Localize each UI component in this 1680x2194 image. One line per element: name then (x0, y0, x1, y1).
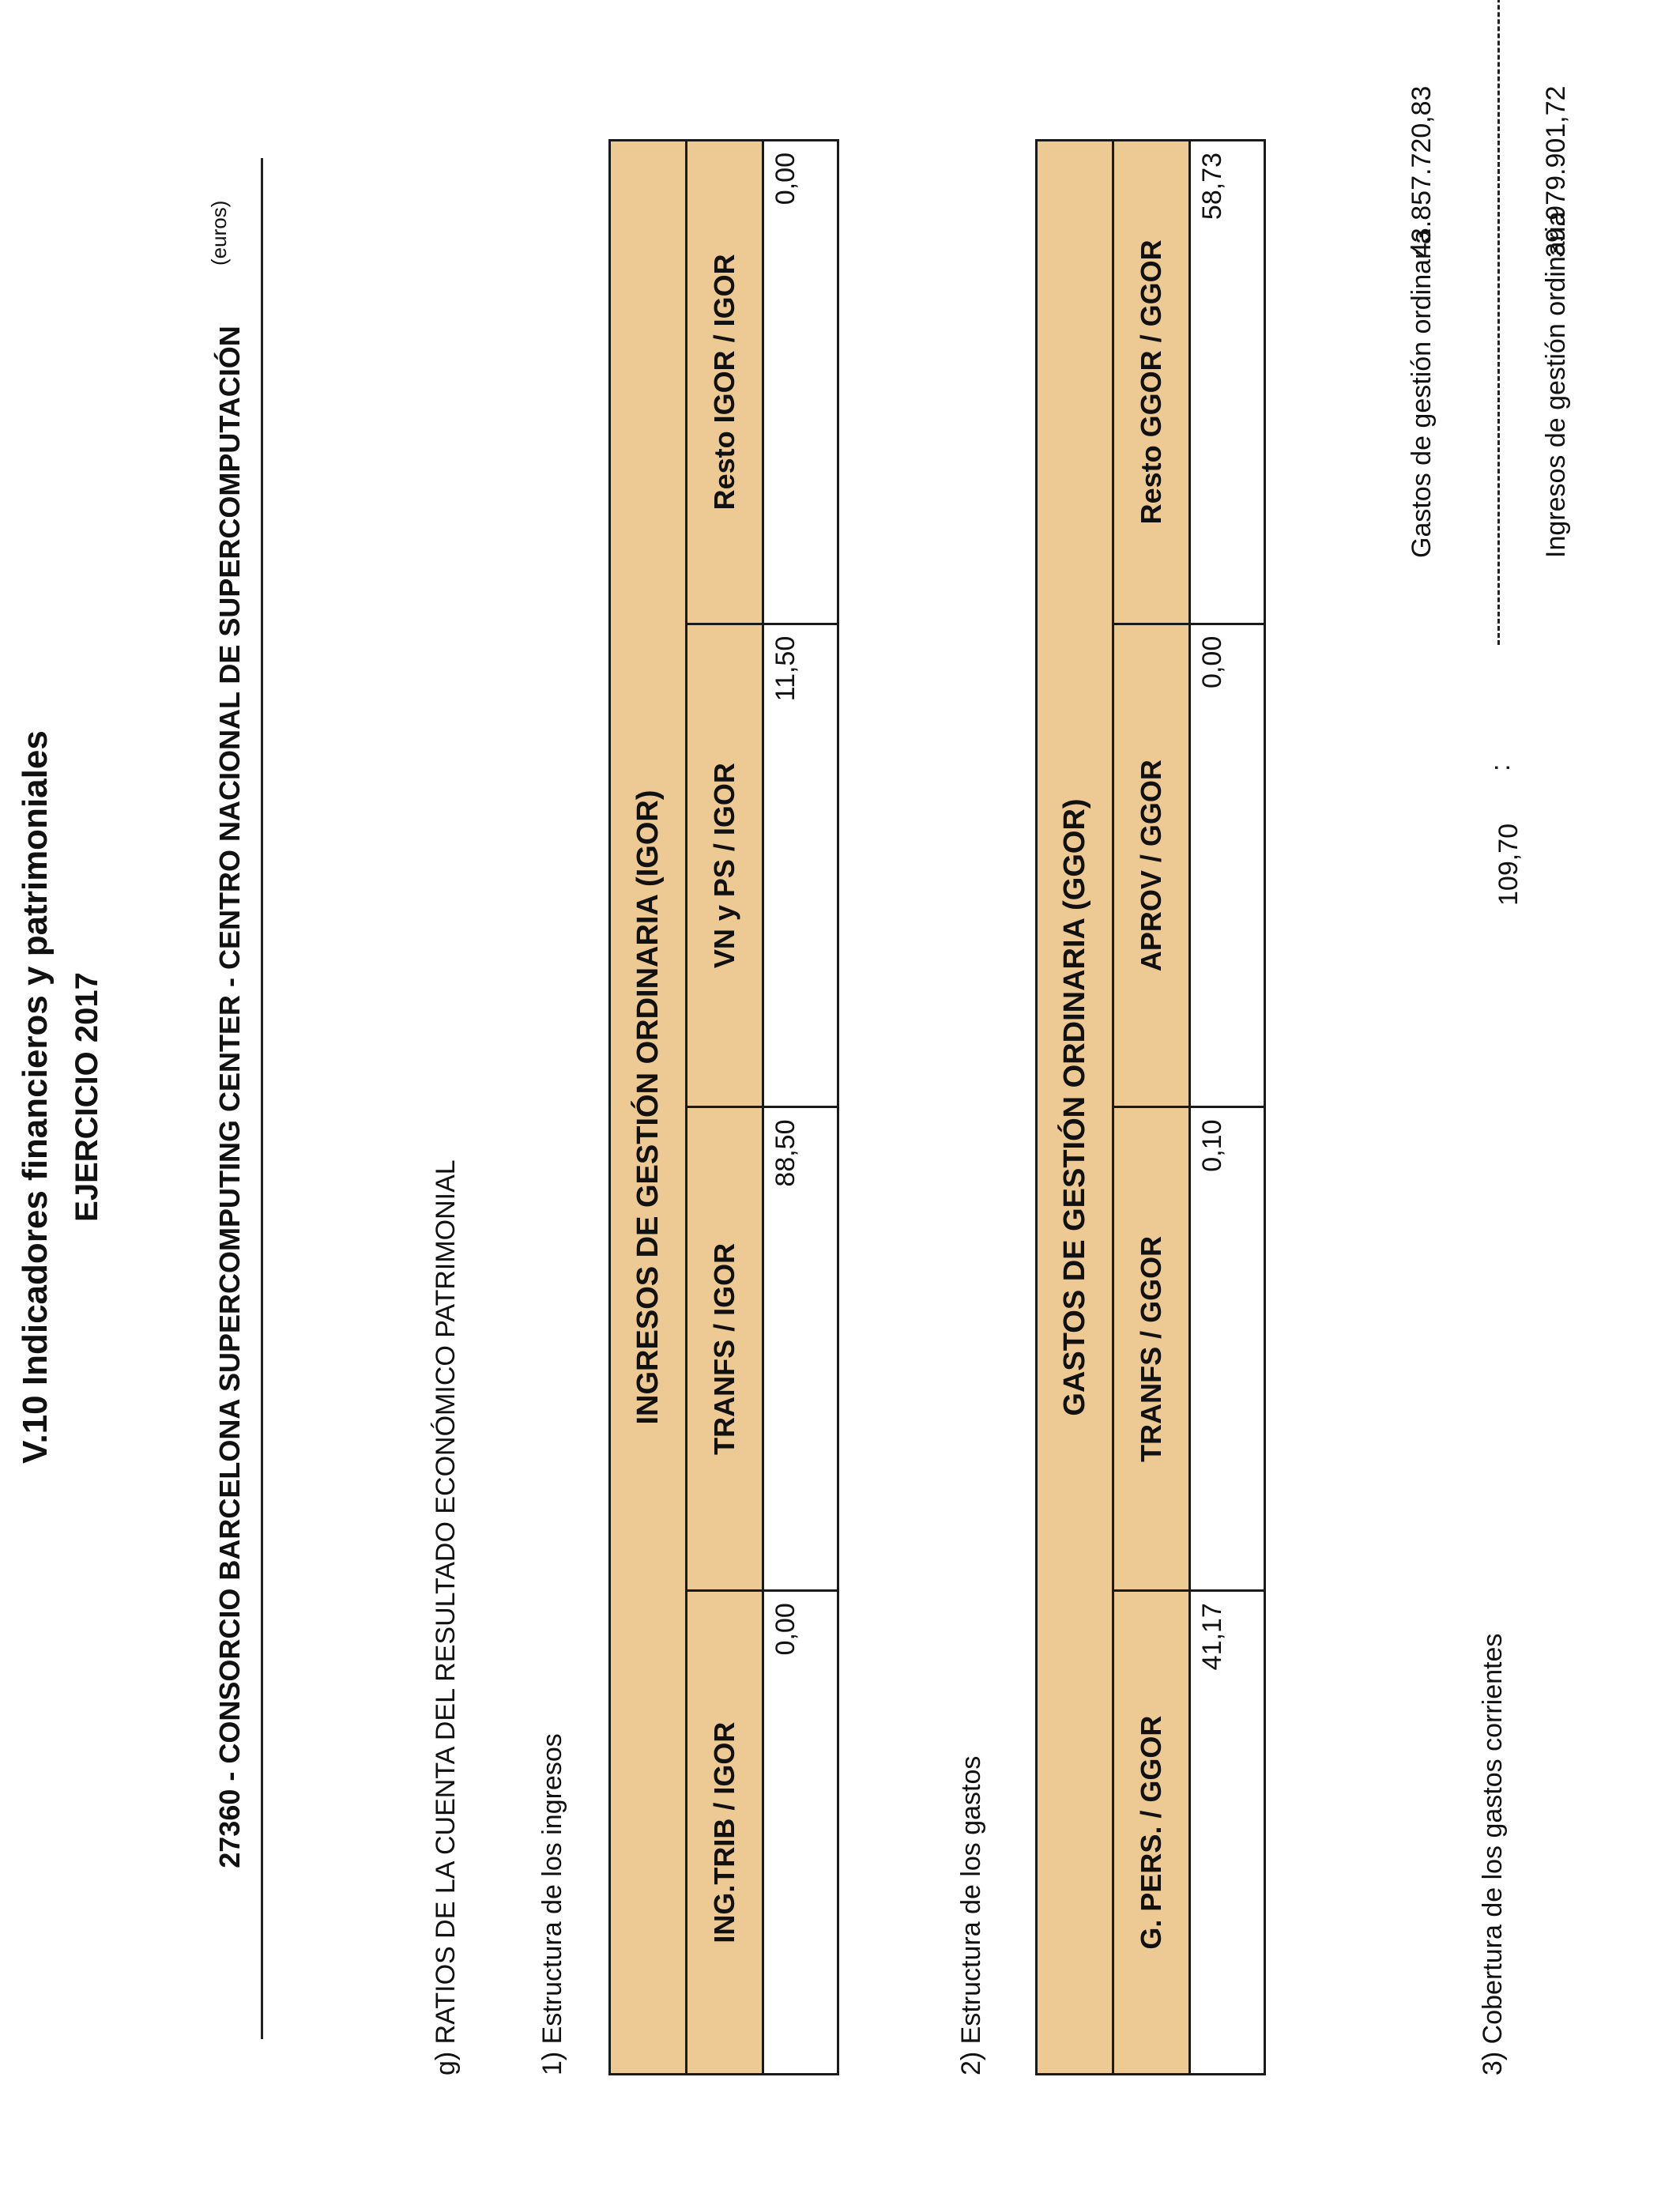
cobertura-separator: : (1486, 763, 1516, 771)
ingresos-table (608, 139, 839, 2075)
gastos-col-header: Resto GGOR / GGOR (1113, 141, 1190, 624)
gastos-group-header: GASTOS DE GESTIÓN ORDINARIA (GGOR) (1037, 141, 1113, 2075)
cobertura-denominator-value: 39.979.901,72 (1541, 85, 1571, 258)
entity-name: 27360 - CONSORCIO BARCELONA SUPERCOMPUTING CENTER - CENTRO NACIONAL DE SUPERCOMPUTACIÓN (213, 326, 246, 1868)
ingresos-value-cell: 0,00 (763, 141, 838, 624)
ingresos-value-cell: 88,50 (763, 1107, 838, 1591)
gastos-value-cell: 58,73 (1190, 141, 1265, 624)
gastos-value-cell: 0,10 (1190, 1107, 1265, 1591)
entity-underline (261, 158, 263, 2039)
gastos-col-header: APROV / GGOR (1113, 624, 1190, 1107)
gastos-value-cell: 41,17 (1190, 1591, 1265, 2075)
gastos-col-header: TRANFS / GGOR (1113, 1107, 1190, 1591)
cobertura-ratio-value: 109,70 (1494, 824, 1524, 906)
ingresos-col-header: TRANFS / IGOR (687, 1107, 763, 1591)
ingresos-value-cell: 11,50 (763, 624, 838, 1107)
cobertura-section-label: 3) Cobertura de los gastos corrientes (1478, 1633, 1508, 2075)
gastos-value-cell: 0,00 (1190, 624, 1265, 1107)
fraction-line (1497, 0, 1500, 645)
gastos-section-label: 2) Estructura de los gastos (956, 1755, 986, 2075)
fiscal-year: EJERCICIO 2017 (70, 972, 104, 1222)
cobertura-denominator-label: Ingresos de gestión ordinaria (1541, 211, 1571, 558)
gastos-col-header: G. PERS. / GGOR (1113, 1591, 1190, 2075)
units-label: (euros) (207, 200, 231, 266)
gastos-table (1035, 139, 1266, 2075)
ingresos-col-header: Resto IGOR / IGOR (687, 141, 763, 624)
page-title: V.10 Indicadores financieros y patrimoniales (16, 730, 55, 1464)
ingresos-group-header: INGRESOS DE GESTIÓN ORDINARIA (IGOR) (610, 141, 687, 2075)
cobertura-numerator-value: 43.857.720,83 (1407, 85, 1437, 258)
ingresos-section-label: 1) Estructura de los ingresos (537, 1733, 567, 2075)
ingresos-col-header: ING.TRIB / IGOR (687, 1591, 763, 2075)
ingresos-value-cell: 0,00 (763, 1591, 838, 2075)
cobertura-numerator-label: Gastos de gestión ordinaria (1407, 229, 1437, 558)
ingresos-col-header: VN y PS / IGOR (687, 624, 763, 1107)
section-g-title: g) RATIOS DE LA CUENTA DEL RESULTADO ECONÓMICO PATRIMONIAL (431, 1159, 461, 2075)
